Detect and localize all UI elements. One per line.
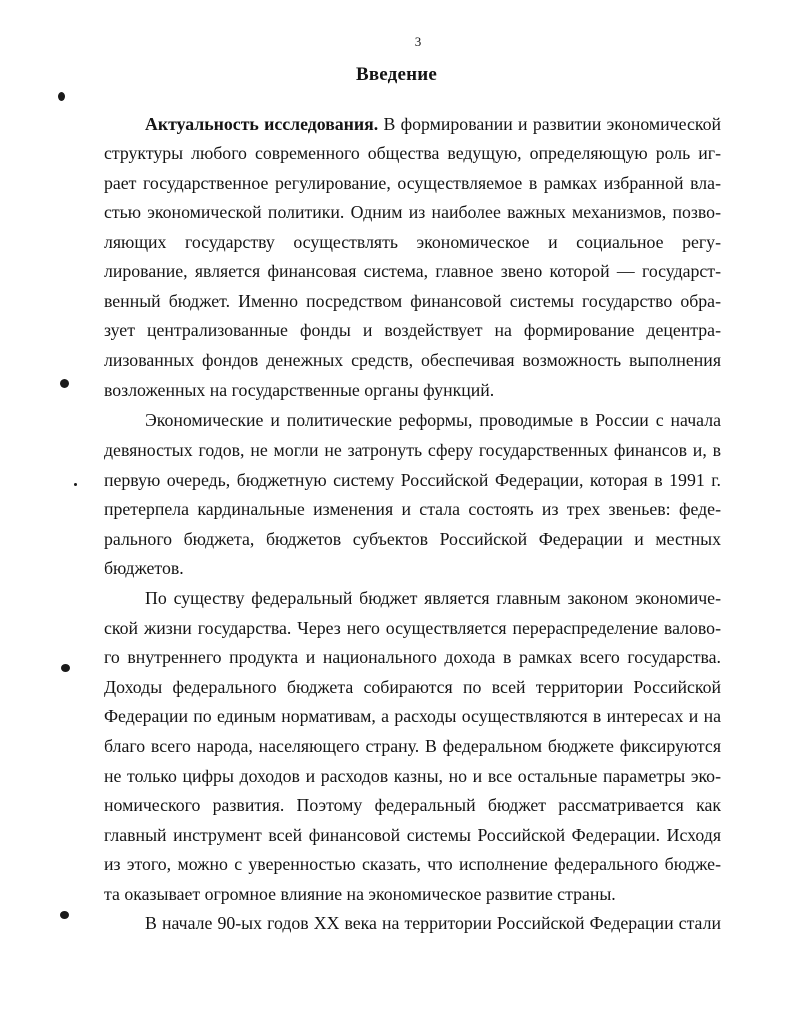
lead-phrase: Актуальность исследования.	[145, 114, 379, 134]
text-line	[104, 735, 721, 757]
page-number: 3	[414, 34, 422, 49]
text-line	[104, 439, 721, 461]
text-line	[104, 172, 721, 194]
line-text: та оказывает огромное влияние на экономическое развитие страны.	[104, 884, 616, 904]
text-line	[104, 260, 721, 282]
scan-speck-5	[60, 911, 69, 919]
line-text: возложенных на государственные органы функций.	[104, 380, 495, 400]
text-line	[104, 379, 721, 401]
text-line	[104, 794, 721, 816]
text-line	[104, 676, 721, 698]
line-text: не только цифры доходов и расходов казны, но и все остальные параметры эко-	[104, 766, 721, 786]
text-line	[104, 824, 721, 846]
line-text: В начале 90-ых годов XX века на территории Российской Федерации стали	[145, 913, 721, 933]
text-line	[145, 587, 721, 609]
line-text: Федерации по единым нормативам, а расходы осуществляются в интересах и на	[104, 706, 721, 726]
line-text: лизованных фондов денежных средств, обеспечивая возможность выполнения	[104, 350, 721, 370]
text-line	[104, 231, 721, 253]
scan-speck-2	[60, 379, 69, 388]
line-text: бюджетов.	[104, 558, 184, 578]
line-text: В формировании и развитии экономической	[378, 114, 721, 134]
text-line	[145, 409, 721, 431]
line-text: лирование, является финансовая система, главное звено которой — государст-	[104, 261, 721, 281]
line-text: ской жизни государства. Через него осуществляется перераспределение валово-	[104, 618, 721, 638]
text-line	[104, 469, 721, 491]
scan-speck-4	[61, 664, 70, 672]
text-line	[104, 853, 721, 875]
line-text: девяностых годов, не могли не затронуть сферу государственных финансов и, в	[104, 440, 721, 460]
line-text: рального бюджета, бюджетов субъектов Российской Федерации и местных	[104, 529, 721, 549]
text-line	[104, 646, 721, 668]
text-line	[104, 557, 721, 579]
line-text: Доходы федерального бюджета собираются по всей территории Российской	[104, 677, 721, 697]
line-text: венный бюджет. Именно посредством финансовой системы государство обра-	[104, 291, 721, 311]
text-line	[104, 349, 721, 371]
line-text: претерпела кардинальные изменения и стала состоять из трех звеньев: феде-	[104, 499, 721, 519]
line-text: из этого, можно с уверенностью сказать, что исполнение федерального бюдже-	[104, 854, 721, 874]
text-line	[104, 617, 721, 639]
text-line	[145, 113, 721, 135]
line-text: зует централизованные фонды и воздействует на формирование децентра-	[104, 320, 721, 340]
text-line	[104, 142, 721, 164]
line-text: стью экономической политики. Одним из наиболее важных механизмов, позво-	[104, 202, 721, 222]
scan-speck-1	[58, 92, 65, 101]
text-line	[104, 528, 721, 550]
line-text: главный инструмент всей финансовой системы Российской Федерации. Исходя	[104, 825, 721, 845]
line-text: ляющих государству осуществлять экономическое и социальное регу-	[104, 232, 721, 252]
line-text: По существу федеральный бюджет является главным законом экономиче-	[145, 588, 721, 608]
line-text: Экономические и политические реформы, проводимые в России с начала	[145, 410, 721, 430]
line-text: номического развития. Поэтому федеральный бюджет рассматривается как	[104, 795, 721, 815]
text-line	[104, 765, 721, 787]
line-text: структуры любого современного общества ведущую, определяющую роль иг-	[104, 143, 721, 163]
text-line	[145, 912, 721, 934]
text-line	[104, 319, 721, 341]
page-title: Введение	[355, 64, 438, 85]
line-text: первую очередь, бюджетную систему Российской Федерации, которая в 1991 г.	[104, 470, 721, 490]
text-line	[104, 498, 721, 520]
text-line	[104, 290, 721, 312]
text-line	[104, 883, 721, 905]
line-text: благо всего народа, населяющего страну. В федеральном бюджете фиксируются	[104, 736, 721, 756]
line-text: го внутреннего продукта и национального дохода в рамках всего государства.	[104, 647, 721, 667]
line-text: рает государственное регулирование, осуществляемое в рамках избранной вла-	[104, 173, 721, 193]
text-line	[104, 705, 721, 727]
text-line	[104, 201, 721, 223]
scan-speck-3	[74, 483, 77, 486]
